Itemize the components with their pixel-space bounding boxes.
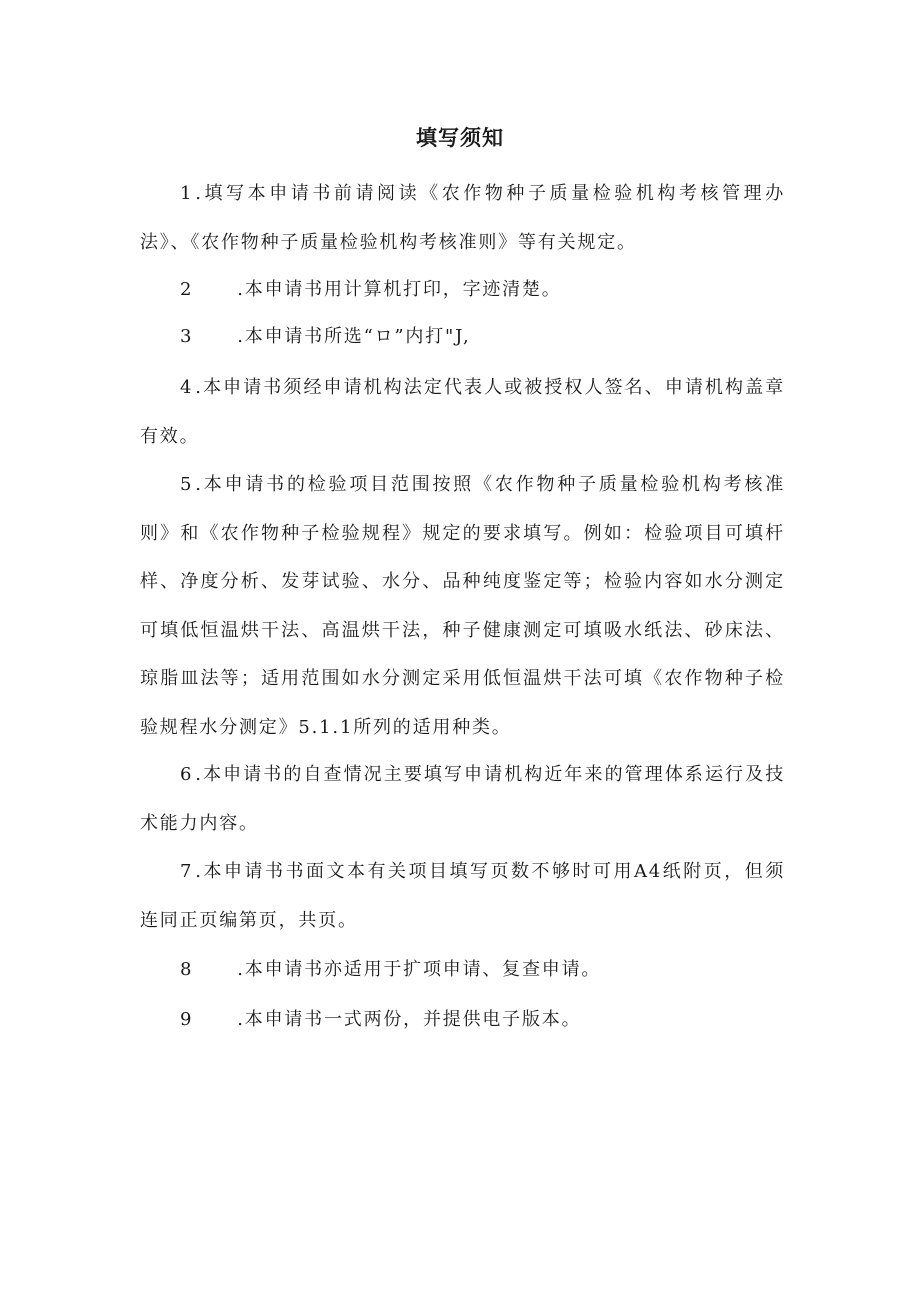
item-number: 7 [180,861,194,882]
item-text: .本申请书用计算机打印，字迹清楚。 [237,279,562,300]
item-text: .本申请书书面文本有关项目填写页数不够时可用A4纸附页，但须连同正页编第页，共页。 [140,861,785,931]
item-number: 3 [180,326,194,347]
instruction-item-9 [140,996,785,1045]
item-number: 6 [180,764,194,785]
item-number: 5 [180,474,194,495]
instruction-item-1 [140,170,785,267]
instruction-item-4 [140,364,785,461]
instruction-item-6 [140,751,785,848]
item-text: .本申请书须经申请机构法定代表人或被授权人签名、申请机构盖章有效。 [140,377,785,447]
instruction-item-2 [140,266,785,315]
page-title: 填写须知 [416,126,504,150]
instruction-item-7 [140,848,785,945]
instruction-item-5 [140,461,785,752]
item-text: .本申请书的检验项目范围按照《农作物种子质量检验机构考核准则》和《农作物种子检验规程》规定的要求填写。例如：检验项目可填杆样、净度分析、发芽试验、水分、品种纯度鉴定等；检验内容如水分测定可填低恒温烘干法、高温烘干法，种子健康测定可填吸水纸法、砂床法、琼脂皿法等；适用范围如水分测定采用低恒温烘干法可填《农作物种子检验规程水分测定》5.1.1所列的适用种类。 [140,474,785,738]
item-number: 4 [180,377,194,398]
item-text: .本申请书一式两份，并提供电子版本。 [237,1009,582,1030]
item-number: 9 [180,1009,194,1030]
item-number: 2 [180,279,194,300]
item-text: .本申请书亦适用于扩项申请、复查申请。 [237,959,602,980]
instruction-item-3 [140,313,785,362]
item-number: 1 [180,183,194,204]
item-text: .本申请书所选“ロ”内打"J, [237,326,471,347]
instruction-item-8 [140,946,785,995]
item-text: .填写本申请书前请阅读《农作物种子质量检验机构考核管理办法》、《农作物种子质量检验机构考核准则》等有关规定。 [140,183,785,253]
item-text: .本申请书的自查情况主要填写申请机构近年来的管理体系运行及技术能力内容。 [140,764,785,834]
item-number: 8 [180,959,194,980]
